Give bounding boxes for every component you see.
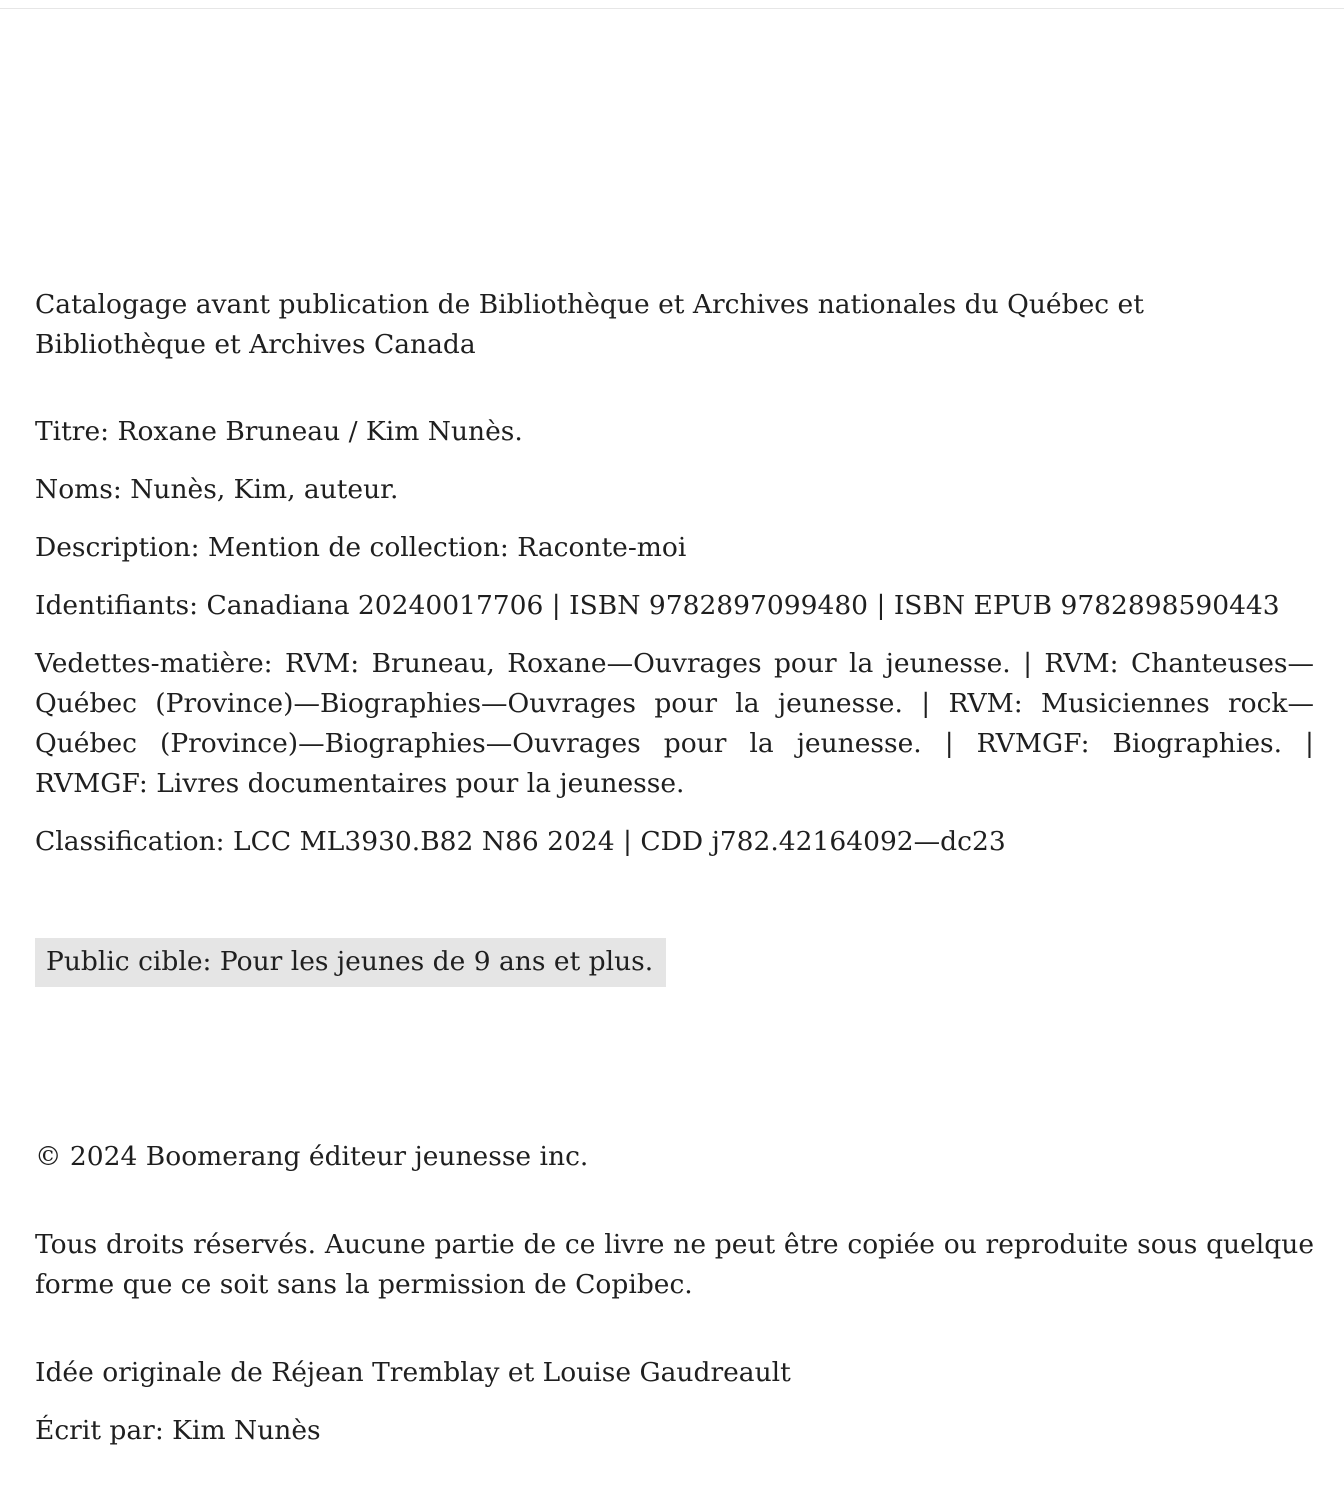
cip-description-entry: Description: Mention de collection: Raconte-moi [35, 532, 687, 563]
writer-credit: Écrit par: Kim Nunès [35, 1415, 321, 1446]
copyright-page [35, 285, 1314, 1451]
original-idea-credit: Idée originale de Réjean Tremblay et Louise Gaudreault [35, 1357, 791, 1388]
cip-title-entry: Titre: Roxane Bruneau / Kim Nunès. [35, 416, 523, 447]
target-audience-box: Public cible: Pour les jeunes de 9 ans et plus. [35, 938, 666, 987]
copyright-notice: © 2024 Boomerang éditeur jeunesse inc. [35, 1141, 589, 1172]
cip-subjects-entry: Vedettes-matière: RVM: Bruneau, Roxane—Ouvrages pour la jeunesse. | RVM: Chanteuses—Québec (Province)—Biographies—Ouvrages pour la jeunesse. | RVM: Musiciennes rock—Québec (Province)—Biographies—Ouvrages pour la jeunesse. | RVMGF: Biographies. | RVMGF: Livres documentaires pour la jeunesse. [35, 648, 1314, 799]
cip-identifiers-entry: Identifiants: Canadiana 20240017706 | ISBN 9782897099480 | ISBN EPUB 9782898590443 [35, 590, 1280, 621]
cip-names-entry: Noms: Nunès, Kim, auteur. [35, 474, 399, 505]
cip-heading: Catalogage avant publication de Bibliothèque et Archives nationales du Québec et Bibliothèque et Archives Canada [35, 289, 1144, 360]
cip-classification-entry: Classification: LCC ML3930.B82 N86 2024 | CDD j782.42164092—dc23 [35, 826, 1006, 857]
top-divider [0, 8, 1344, 9]
rights-notice: Tous droits réservés. Aucune partie de ce livre ne peut être copiée ou reproduite sous quelque forme que ce soit sans la permission de Copibec. [35, 1229, 1314, 1300]
